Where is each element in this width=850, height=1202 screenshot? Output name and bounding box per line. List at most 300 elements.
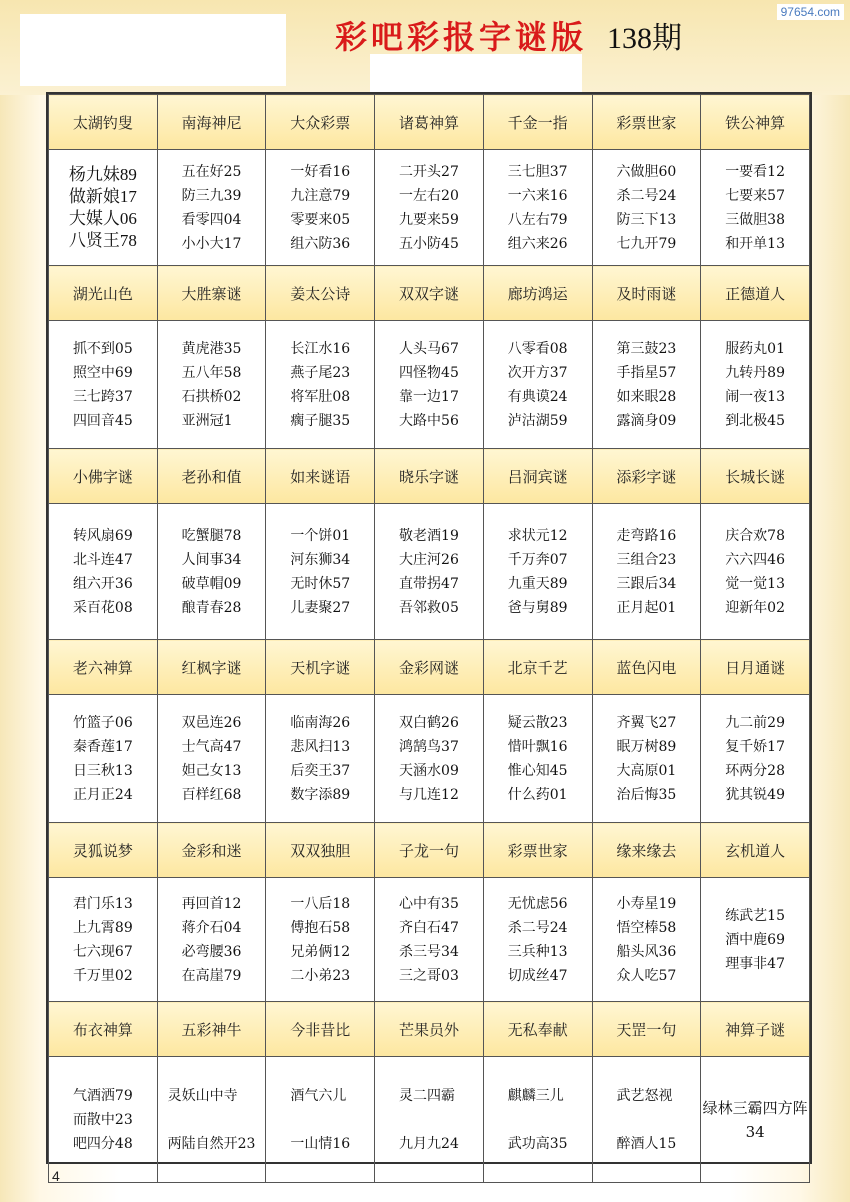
riddle-cell xyxy=(375,504,484,640)
riddle-line: 双邑连26 xyxy=(181,714,242,731)
riddle-line: 齐翼飞27 xyxy=(616,714,677,731)
riddle-line: 北斗连47 xyxy=(72,551,133,568)
riddle-line: 大高原01 xyxy=(616,762,677,779)
riddle-cell xyxy=(49,1057,158,1183)
riddle-line: 三组合23 xyxy=(616,551,677,568)
riddle-line: 有典谟24 xyxy=(507,388,568,405)
riddle-lines xyxy=(182,892,242,988)
riddle-line: 七六现67 xyxy=(72,943,133,960)
title-text: 彩吧彩报字谜版 xyxy=(335,18,588,56)
riddle-line: 八贤王78 xyxy=(68,230,137,250)
riddle-cell xyxy=(157,1057,266,1183)
riddle-lines xyxy=(290,1072,350,1168)
riddle-line: 众人吃57 xyxy=(616,967,677,984)
riddle-line: 上九霄89 xyxy=(72,919,133,936)
site-watermark: 97654.com xyxy=(777,4,844,20)
riddle-line: 迎新年02 xyxy=(725,599,786,616)
column-header: 千金一指 xyxy=(483,95,592,150)
riddle-line: 小寿星19 xyxy=(616,895,677,912)
riddle-lines xyxy=(725,904,785,976)
riddle-line: 千万里02 xyxy=(72,967,133,984)
column-header: 及时雨谜 xyxy=(592,266,701,321)
riddle-lines xyxy=(290,160,350,256)
riddle-lines xyxy=(399,524,459,620)
riddle-line: 敬老酒19 xyxy=(399,527,459,544)
riddle-line: 人头马67 xyxy=(399,340,459,357)
riddle-lines xyxy=(73,892,133,988)
riddle-line: 采百花08 xyxy=(72,599,133,616)
riddle-lines xyxy=(616,160,676,256)
riddle-line: 求状元12 xyxy=(507,527,568,544)
riddle-lines xyxy=(168,1072,256,1168)
column-header: 灵狐说梦 xyxy=(49,823,158,878)
riddle-line: 组六防36 xyxy=(290,235,351,252)
column-header: 双双独胆 xyxy=(266,823,375,878)
column-header: 长城长谜 xyxy=(701,449,810,504)
riddle-lines xyxy=(73,711,133,807)
content-row xyxy=(49,695,810,823)
riddle-line: 将军肚08 xyxy=(290,388,351,405)
riddle-cell xyxy=(592,504,701,640)
column-header: 廊坊鸿运 xyxy=(483,266,592,321)
riddle-line: 船头风36 xyxy=(616,943,677,960)
content-row xyxy=(49,504,810,640)
riddle-line: 五在好25 xyxy=(181,163,242,180)
riddle-line: 防三下13 xyxy=(616,211,677,228)
riddle-cell xyxy=(266,878,375,1002)
riddle-lines xyxy=(616,524,676,620)
riddle-cell xyxy=(592,1057,701,1183)
column-header: 红枫字谜 xyxy=(157,640,266,695)
riddle-cell xyxy=(483,878,592,1002)
riddle-table xyxy=(48,94,810,1183)
riddle-line: 犹其锐49 xyxy=(725,786,786,803)
riddle-line: 杀二号24 xyxy=(507,919,568,936)
column-header: 如来谜语 xyxy=(266,449,375,504)
column-header: 吕洞宾谜 xyxy=(483,449,592,504)
riddle-line: 杀二号24 xyxy=(616,187,677,204)
column-header: 姜太公诗 xyxy=(266,266,375,321)
page-number: 4 xyxy=(52,1168,60,1184)
riddle-line: 秦香莲17 xyxy=(72,738,133,755)
riddle-line: 九月九24 xyxy=(399,1135,459,1152)
riddle-line: 数字添89 xyxy=(290,786,351,803)
column-header: 晓乐字谜 xyxy=(375,449,484,504)
riddle-line: 如来眼28 xyxy=(616,388,677,405)
riddle-cell xyxy=(375,321,484,449)
riddle-line: 悲风扫13 xyxy=(290,738,351,755)
riddle-line: 九重天89 xyxy=(507,575,568,592)
riddle-line: 爸与舅89 xyxy=(507,599,568,616)
content-row xyxy=(49,1057,810,1183)
riddle-cell xyxy=(266,1057,375,1183)
riddle-lines xyxy=(508,524,568,620)
column-header: 小佛字谜 xyxy=(49,449,158,504)
riddle-lines xyxy=(73,524,133,620)
riddle-lines xyxy=(69,164,137,252)
riddle-line: 和开单13 xyxy=(725,235,786,252)
column-header: 缘来缘去 xyxy=(592,823,701,878)
riddle-line: 悟空棒58 xyxy=(616,919,677,936)
riddle-lines xyxy=(508,711,568,807)
riddle-line: 二小弟23 xyxy=(290,967,351,984)
column-header: 湖光山色 xyxy=(49,266,158,321)
column-header: 五彩神牛 xyxy=(157,1002,266,1057)
riddle-cell xyxy=(701,504,810,640)
riddle-lines xyxy=(290,711,350,807)
riddle-lines xyxy=(73,1084,133,1156)
riddle-cell xyxy=(592,150,701,266)
riddle-line: 长江水16 xyxy=(290,340,351,357)
riddle-lines xyxy=(616,711,676,807)
column-header: 无私奉献 xyxy=(483,1002,592,1057)
riddle-line: 眠万树89 xyxy=(616,738,677,755)
riddle-line: 天涵水09 xyxy=(399,762,459,779)
riddle-line: 四回音45 xyxy=(72,412,133,429)
riddle-line: 练武艺15 xyxy=(725,907,786,924)
column-header: 蓝色闪电 xyxy=(592,640,701,695)
page-title xyxy=(335,12,682,56)
riddle-line: 庆合欢78 xyxy=(725,527,786,544)
header-row xyxy=(49,640,810,695)
riddle-line: 转风扇69 xyxy=(72,527,133,544)
riddle-line: 第三鼓23 xyxy=(616,340,677,357)
riddle-line: 九二前29 xyxy=(725,714,786,731)
riddle-lines xyxy=(290,524,350,620)
riddle-line: 两陆自然开23 xyxy=(167,1135,256,1152)
riddle-line: 九注意79 xyxy=(290,187,351,204)
riddle-line: 九要来59 xyxy=(399,211,459,228)
column-header: 正德道人 xyxy=(701,266,810,321)
riddle-line: 齐白石47 xyxy=(399,919,459,936)
riddle-line: 灵二四霸 xyxy=(399,1087,456,1104)
riddle-cell xyxy=(592,321,701,449)
riddle-line: 破草帽09 xyxy=(181,575,242,592)
riddle-cell xyxy=(49,321,158,449)
riddle-line: 傅抱石58 xyxy=(290,919,351,936)
riddle-line: 治后悔35 xyxy=(616,786,677,803)
column-header: 神算子谜 xyxy=(701,1002,810,1057)
riddle-line: 燕子尾23 xyxy=(290,364,351,381)
riddle-lines xyxy=(182,711,242,807)
riddle-line: 千万奔07 xyxy=(507,551,568,568)
riddle-cell xyxy=(375,150,484,266)
riddle-line: 四怪物45 xyxy=(399,364,459,381)
riddle-line: 再回首12 xyxy=(181,895,242,912)
riddle-line: 后奕王37 xyxy=(290,762,351,779)
riddle-line: 杨九妹89 xyxy=(68,164,137,184)
riddle-line: 士气高47 xyxy=(181,738,242,755)
column-header: 老六神算 xyxy=(49,640,158,695)
blank-area-left xyxy=(20,14,286,86)
riddle-line: 惜叶飘16 xyxy=(507,738,568,755)
riddle-line: 大庄河26 xyxy=(399,551,459,568)
riddle-cell xyxy=(49,878,158,1002)
riddle-line: 一要看12 xyxy=(725,163,786,180)
riddle-line: 亚洲冠1 xyxy=(181,412,233,429)
riddle-lines xyxy=(182,160,242,256)
riddle-cell xyxy=(157,321,266,449)
riddle-line: 走弯路16 xyxy=(616,527,677,544)
riddle-cell xyxy=(483,150,592,266)
riddle-cell xyxy=(49,150,158,266)
column-header: 金彩和迷 xyxy=(157,823,266,878)
riddle-line: 人间事34 xyxy=(181,551,242,568)
riddle-line: 手指星57 xyxy=(616,364,677,381)
riddle-lines xyxy=(399,337,459,433)
riddle-line: 切成丝47 xyxy=(507,967,568,984)
riddle-line: 蒋介石04 xyxy=(181,919,242,936)
riddle-line: 必弯腰36 xyxy=(181,943,242,960)
riddle-lines xyxy=(399,892,459,988)
riddle-line: 直带拐47 xyxy=(399,575,459,592)
header-row xyxy=(49,266,810,321)
issue-number: 138期 xyxy=(607,22,683,55)
riddle-line: 六六四46 xyxy=(725,551,786,568)
column-header: 布衣神算 xyxy=(49,1002,158,1057)
riddle-line: 八左右79 xyxy=(507,211,568,228)
riddle-line: 小小大17 xyxy=(181,235,242,252)
riddle-lines xyxy=(616,892,676,988)
riddle-line: 吃蟹腿78 xyxy=(181,527,242,544)
riddle-line: 武艺怒视 xyxy=(616,1087,673,1104)
riddle-line: 气酒洒79 xyxy=(72,1087,133,1104)
riddle-cell xyxy=(483,1057,592,1183)
riddle-line: 二开头27 xyxy=(399,163,459,180)
riddle-line: 露滴身09 xyxy=(616,412,677,429)
riddle-line: 百样红68 xyxy=(181,786,242,803)
riddle-cell xyxy=(701,695,810,823)
riddle-line: 黄虎港35 xyxy=(181,340,242,357)
riddle-line: 正月起01 xyxy=(616,599,677,616)
column-header: 南海神尼 xyxy=(157,95,266,150)
riddle-line: 三七胆37 xyxy=(507,163,568,180)
riddle-line: 灵妖山中寺 xyxy=(167,1087,238,1104)
column-header: 大众彩票 xyxy=(266,95,375,150)
riddle-lines xyxy=(508,1072,568,1168)
riddle-line: 什么药01 xyxy=(507,786,568,803)
riddle-cell xyxy=(266,695,375,823)
riddle-lines xyxy=(73,337,133,433)
riddle-lines xyxy=(399,160,459,256)
riddle-cell xyxy=(266,321,375,449)
column-header: 今非昔比 xyxy=(266,1002,375,1057)
riddle-line: 心中有35 xyxy=(399,895,459,912)
riddle-line: 一山情16 xyxy=(290,1135,351,1152)
riddle-line: 双白鹤26 xyxy=(399,714,459,731)
riddle-line: 闹一夜13 xyxy=(725,388,786,405)
riddle-cell xyxy=(157,878,266,1002)
riddle-line: 君门乐13 xyxy=(72,895,133,912)
riddle-line: 三做胆38 xyxy=(725,211,786,228)
riddle-cell xyxy=(701,1057,810,1183)
column-header: 玄机道人 xyxy=(701,823,810,878)
riddle-cell xyxy=(701,878,810,1002)
riddle-line: 六做胆60 xyxy=(616,163,677,180)
riddle-lines xyxy=(508,337,568,433)
blank-area-center xyxy=(370,54,582,96)
column-header: 老孙和值 xyxy=(157,449,266,504)
riddle-line: 照空中69 xyxy=(72,364,133,381)
riddle-line: 在高崖79 xyxy=(181,967,242,984)
riddle-line: 复千娇17 xyxy=(725,738,786,755)
riddle-line: 疑云散23 xyxy=(507,714,568,731)
riddle-lines xyxy=(725,711,785,807)
riddle-lines xyxy=(701,1096,809,1144)
riddle-line: 做新娘17 xyxy=(68,186,137,206)
column-header: 子龙一句 xyxy=(375,823,484,878)
riddle-line: 泸沽湖59 xyxy=(507,412,568,429)
riddle-cell xyxy=(701,321,810,449)
riddle-line: 三兵种13 xyxy=(507,943,568,960)
riddle-line: 吧四分48 xyxy=(72,1135,133,1152)
riddle-line: 三之哥03 xyxy=(399,967,459,984)
riddle-cell xyxy=(592,878,701,1002)
riddle-line: 鸿鹄鸟37 xyxy=(399,738,459,755)
riddle-line: 五小防45 xyxy=(399,235,459,252)
riddle-cell xyxy=(266,150,375,266)
riddle-line: 醉酒人15 xyxy=(616,1135,677,1152)
riddle-line: 吾邻救05 xyxy=(399,599,459,616)
riddle-cell xyxy=(157,695,266,823)
riddle-line: 武功高35 xyxy=(507,1135,568,1152)
riddle-line: 抓不到05 xyxy=(72,340,133,357)
riddle-line: 一个饼01 xyxy=(290,527,351,544)
riddle-cell xyxy=(483,695,592,823)
column-header: 芒果员外 xyxy=(375,1002,484,1057)
riddle-line: 组六开36 xyxy=(72,575,133,592)
riddle-line: 一左右20 xyxy=(399,187,459,204)
riddle-lines xyxy=(616,337,676,433)
riddle-line: 三跟后34 xyxy=(616,575,677,592)
column-header: 天机字谜 xyxy=(266,640,375,695)
riddle-cell xyxy=(157,504,266,640)
riddle-lines xyxy=(182,337,242,433)
riddle-line: 日三秋13 xyxy=(72,762,133,779)
riddle-line: 酿青春28 xyxy=(181,599,242,616)
riddle-lines xyxy=(399,711,459,807)
riddle-line: 惟心知45 xyxy=(507,762,568,779)
riddle-cell xyxy=(592,695,701,823)
riddle-lines xyxy=(725,337,785,433)
content-row xyxy=(49,878,810,1002)
riddle-line: 杀三号34 xyxy=(399,943,459,960)
riddle-line: 大路中56 xyxy=(399,412,459,429)
column-header: 彩票世家 xyxy=(592,95,701,150)
riddle-line: 与几连12 xyxy=(399,786,459,803)
riddle-line: 河东狮34 xyxy=(290,551,351,568)
riddle-line: 三七跨37 xyxy=(72,388,133,405)
riddle-cell xyxy=(483,504,592,640)
riddle-line: 一八后18 xyxy=(290,895,351,912)
riddle-line: 七要来57 xyxy=(725,187,786,204)
header-row xyxy=(49,449,810,504)
column-header: 铁公神算 xyxy=(701,95,810,150)
riddle-table-frame xyxy=(46,92,812,1164)
riddle-cell xyxy=(266,504,375,640)
content-row xyxy=(49,150,810,266)
riddle-line: 组六来26 xyxy=(507,235,568,252)
riddle-line: 五八年58 xyxy=(181,364,242,381)
riddle-cell xyxy=(49,504,158,640)
riddle-lines xyxy=(290,337,350,433)
riddle-line: 一六来16 xyxy=(507,187,568,204)
riddle-cell xyxy=(375,878,484,1002)
riddle-line: 兄弟俩12 xyxy=(290,943,351,960)
column-header: 双双字谜 xyxy=(375,266,484,321)
riddle-cell xyxy=(701,150,810,266)
riddle-line: 而散中23 xyxy=(72,1111,133,1128)
riddle-line: 正月正24 xyxy=(72,786,133,803)
riddle-line: 石拱桥02 xyxy=(181,388,242,405)
riddle-line: 七九开79 xyxy=(616,235,677,252)
riddle-line: 次开方37 xyxy=(507,364,568,381)
riddle-cell xyxy=(157,150,266,266)
riddle-line: 儿妻聚27 xyxy=(290,599,351,616)
riddle-line: 无时休57 xyxy=(290,575,351,592)
riddle-line: 到北极45 xyxy=(725,412,786,429)
riddle-cell xyxy=(49,695,158,823)
riddle-cell xyxy=(375,1057,484,1183)
riddle-line: 零要来05 xyxy=(290,211,351,228)
column-header: 日月通谜 xyxy=(701,640,810,695)
riddle-line: 一好看16 xyxy=(290,163,351,180)
column-header: 北京千艺 xyxy=(483,640,592,695)
riddle-line: 靠一边17 xyxy=(399,388,459,405)
column-header: 金彩网谜 xyxy=(375,640,484,695)
riddle-lines xyxy=(290,892,350,988)
column-header: 太湖钓叟 xyxy=(49,95,158,150)
riddle-lines xyxy=(182,524,242,620)
riddle-line: 临南海26 xyxy=(290,714,351,731)
column-header: 彩票世家 xyxy=(483,823,592,878)
riddle-line: 大媒人06 xyxy=(68,208,137,228)
riddle-line: 竹篮子06 xyxy=(72,714,133,731)
riddle-lines xyxy=(725,160,785,256)
column-header: 天罡一句 xyxy=(592,1002,701,1057)
header-row xyxy=(49,823,810,878)
content-row xyxy=(49,321,810,449)
header-row xyxy=(49,1002,810,1057)
riddle-line: 麒麟三儿 xyxy=(507,1087,564,1104)
riddle-line: 八零看08 xyxy=(507,340,568,357)
riddle-line: 九转丹89 xyxy=(725,364,786,381)
column-header: 诸葛神算 xyxy=(375,95,484,150)
riddle-line: 理事非47 xyxy=(725,955,786,972)
riddle-line: 防三九39 xyxy=(181,187,242,204)
riddle-line: 觉一觉13 xyxy=(725,575,786,592)
column-header: 添彩字谜 xyxy=(592,449,701,504)
riddle-line: 看零四04 xyxy=(181,211,242,228)
riddle-line: 酒气六儿 xyxy=(290,1087,347,1104)
riddle-line: 绿林三霸四方阵34 xyxy=(702,1098,808,1141)
riddle-line: 服药丸01 xyxy=(725,340,786,357)
riddle-line: 环两分28 xyxy=(725,762,786,779)
riddle-cell xyxy=(483,321,592,449)
riddle-line: 酒中鹿69 xyxy=(725,931,786,948)
riddle-lines xyxy=(616,1072,676,1168)
column-header: 大胜寨谜 xyxy=(157,266,266,321)
riddle-line: 瘸子腿35 xyxy=(290,412,351,429)
riddle-lines xyxy=(508,892,568,988)
riddle-lines xyxy=(399,1072,459,1168)
riddle-line: 无忧虑56 xyxy=(507,895,568,912)
riddle-lines xyxy=(508,160,568,256)
riddle-lines xyxy=(725,524,785,620)
header-row xyxy=(49,95,810,150)
riddle-cell xyxy=(375,695,484,823)
riddle-line: 妲己女13 xyxy=(181,762,242,779)
